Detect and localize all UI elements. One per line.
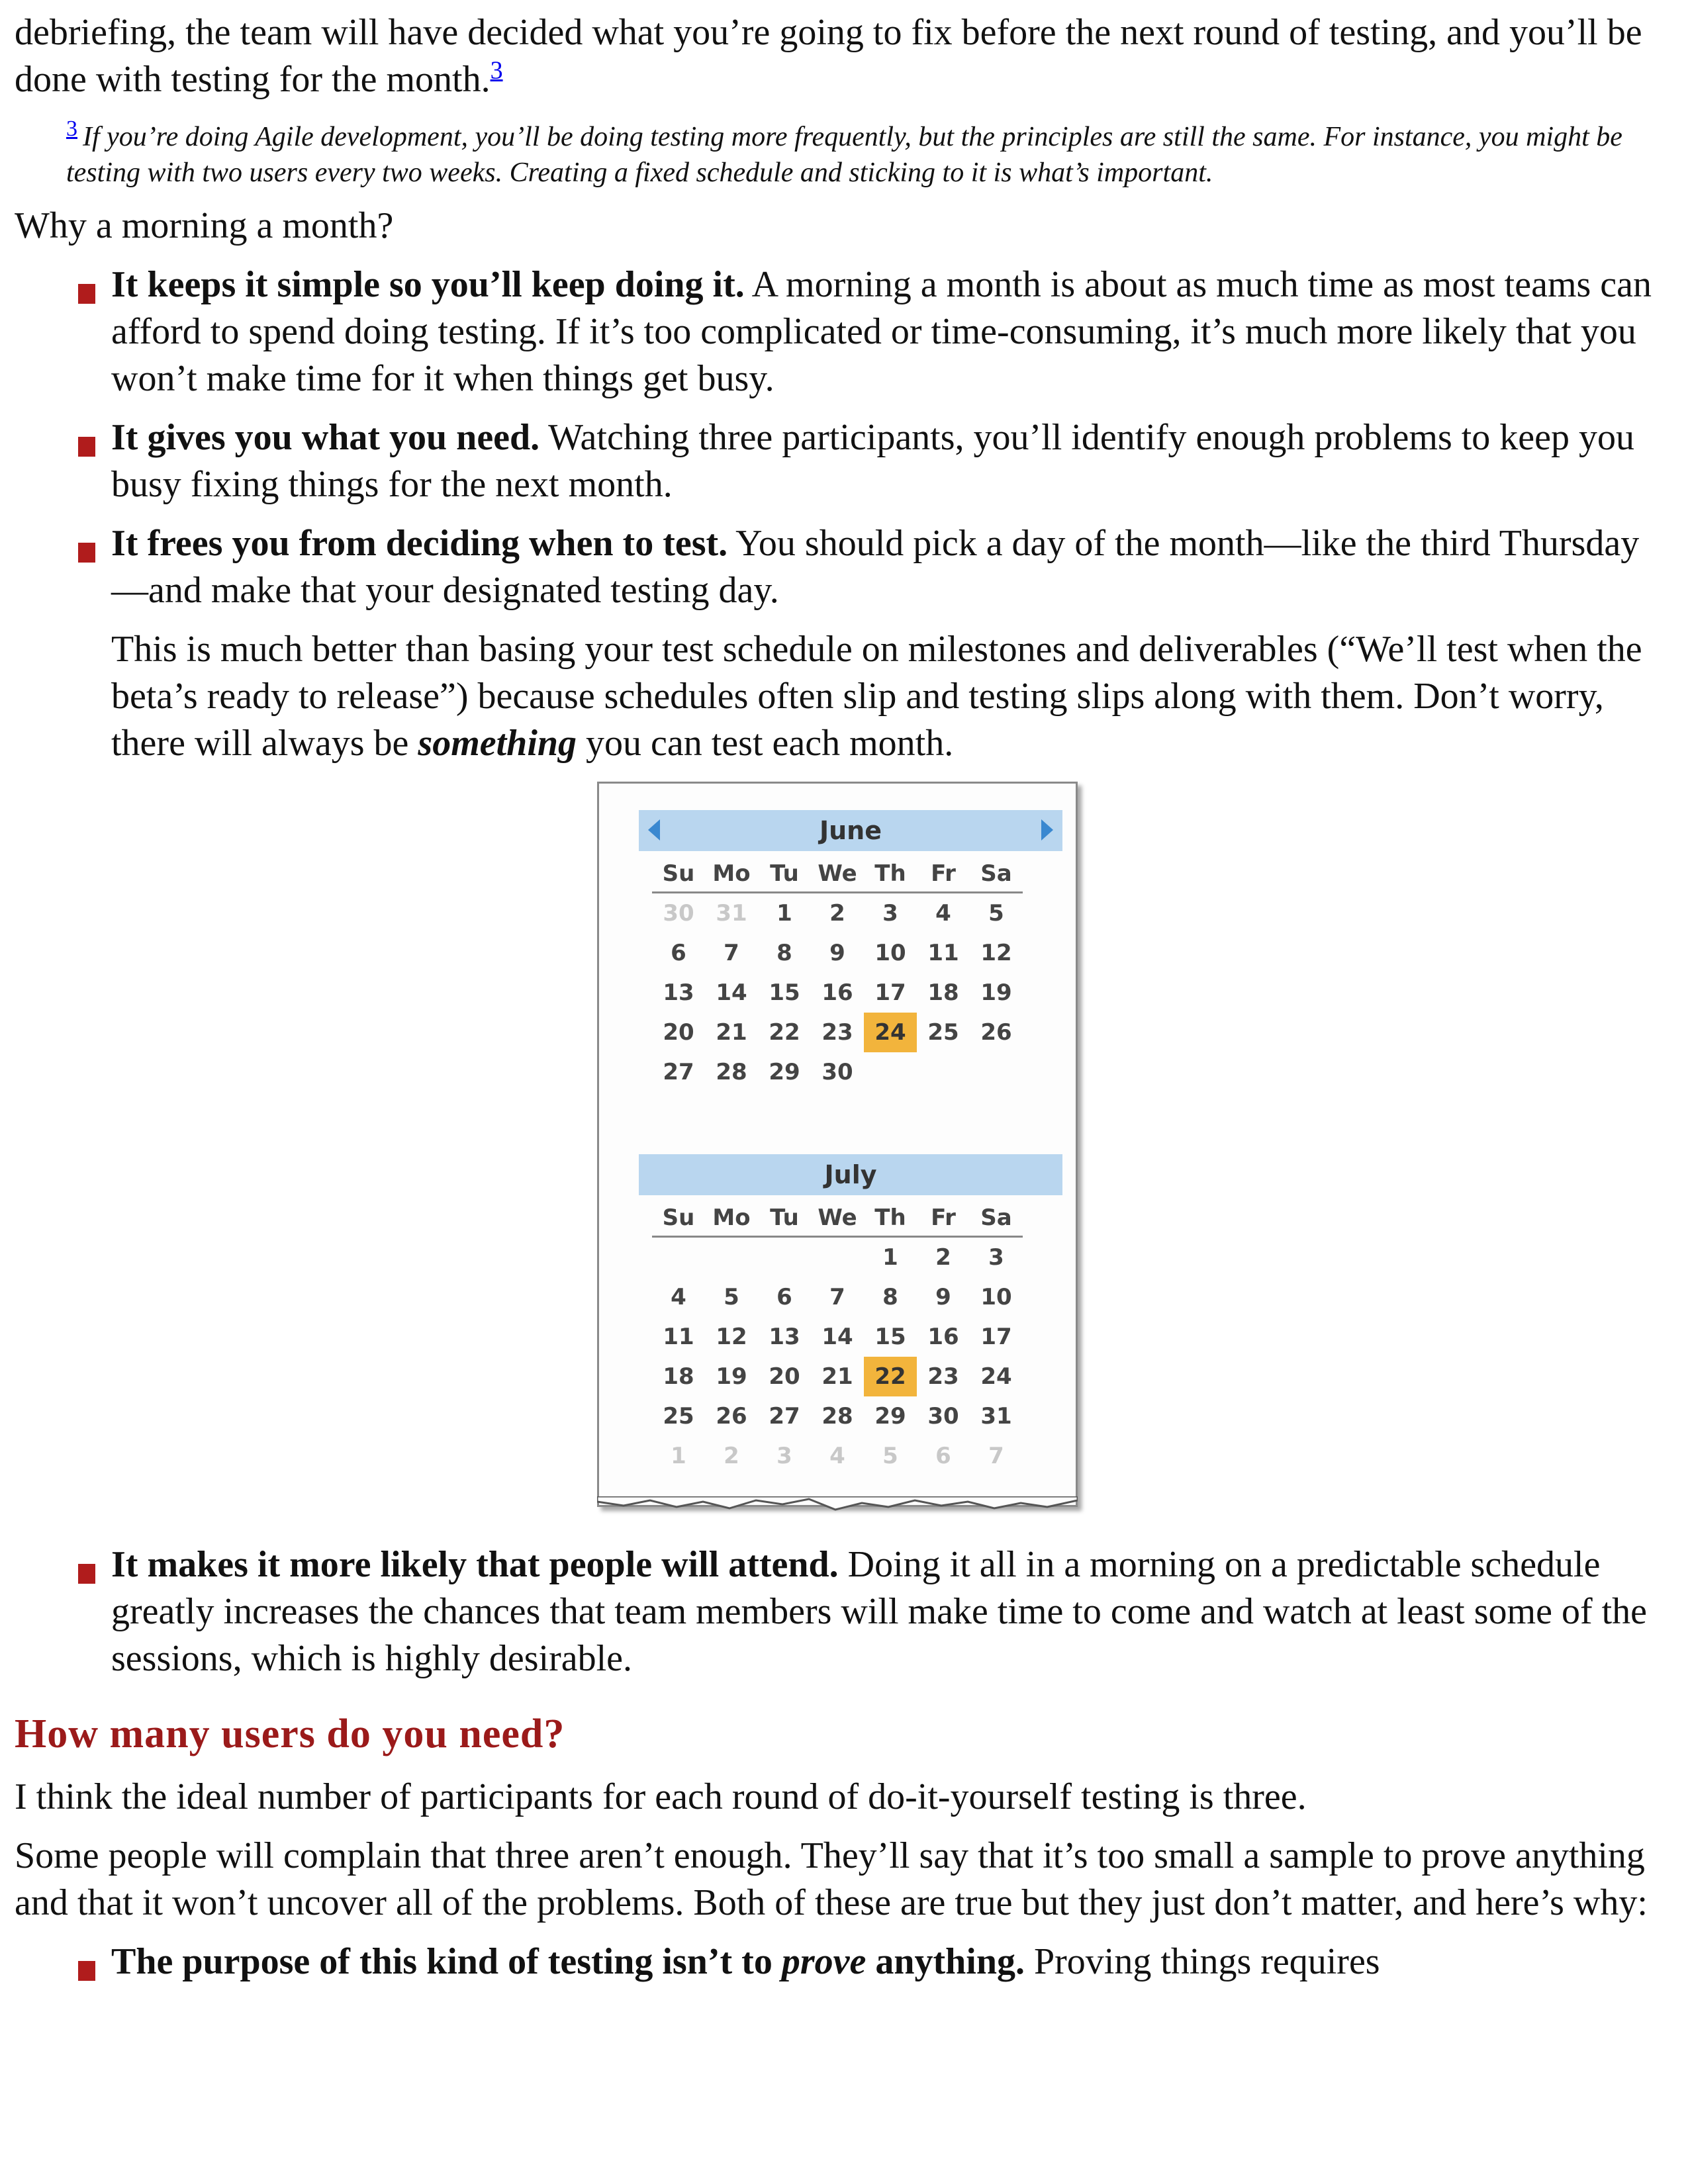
calendar-day[interactable]: 24 (980, 1363, 1012, 1390)
intro-text: debriefing, the team will have decided what you’re going to fix before the next round of testing, and you’ll be done with testing for the month. (15, 12, 1642, 100)
footnote-text: If you’re doing Agile development, you’ll be doing testing more frequently, but the principles are still the same. For instance, you might be testing with two users every two weeks. Creating a fixed schedule and sticking to it is what’s important. (66, 122, 1622, 188)
next-month-arrow-icon[interactable] (1041, 819, 1053, 841)
intro-paragraph (15, 9, 1669, 103)
list-item (15, 520, 1669, 614)
empty-cell (652, 1238, 705, 1277)
calendar-day[interactable]: 2 (724, 1443, 739, 1469)
calendar-day[interactable]: 1 (776, 900, 792, 927)
calendar-day[interactable]: 17 (980, 1324, 1012, 1350)
calendar-day[interactable]: 13 (663, 979, 694, 1006)
weekday-label: Su (652, 854, 705, 893)
schedule-text-before: This is much better than basing your test schedule on milestones and deliverables (“We’ll test when the beta’s ready to release”) because schedules often slip and testing slips along with them. Don’t worry, there will always be (111, 629, 1642, 764)
calendar-day[interactable]: 7 (829, 1284, 845, 1310)
weekday-label: Mo (705, 1198, 758, 1238)
bullet-list-b (15, 1541, 1669, 1682)
calendar-day[interactable]: 1 (671, 1443, 686, 1469)
calendar-day[interactable]: 8 (882, 1284, 898, 1310)
calendar-day[interactable]: 29 (874, 1403, 906, 1430)
weekday-label: We (811, 1198, 864, 1238)
list-item (15, 261, 1669, 402)
calendar-day[interactable]: 22 (769, 1019, 800, 1046)
calendar-day[interactable]: 23 (821, 1019, 853, 1046)
bullet-text: Doing it all in a morning on a predictable schedule greatly increases the chances that team members will make time to come and watch at least some of the sessions, which is highly desirable. (111, 1544, 1648, 1679)
bullet-lead: It gives you what you need. (111, 417, 540, 458)
bullet-lead: It frees you from deciding when to test. (111, 523, 728, 564)
bullet-list-c (15, 1938, 1669, 1985)
weekday-label: Mo (705, 854, 758, 893)
bullet-text: Proving things requires (1024, 1941, 1380, 1982)
calendar-day[interactable]: 31 (980, 1403, 1012, 1430)
schedule-paragraph (15, 626, 1669, 767)
footnote-number-link[interactable]: 3 (66, 116, 77, 141)
calendar-day[interactable]: 28 (716, 1059, 747, 1085)
calendar-day[interactable]: 14 (716, 979, 747, 1006)
calendar-day[interactable]: 31 (716, 900, 747, 927)
calendar-day[interactable]: 16 (927, 1324, 959, 1350)
paragraph-ideal-number: I think the ideal number of participants for each round of do-it-yourself testing is three. (15, 1776, 1307, 1817)
weekday-label: We (811, 854, 864, 893)
weekday-label: Fr (917, 1198, 970, 1238)
calendar-day[interactable]: 10 (980, 1284, 1012, 1310)
calendar-day[interactable]: 21 (716, 1019, 747, 1046)
calendar-day[interactable]: 18 (927, 979, 959, 1006)
july-header (639, 1154, 1062, 1195)
list-item (15, 1541, 1669, 1682)
calendar-day[interactable]: 27 (663, 1059, 694, 1085)
calendar-day[interactable]: 14 (821, 1324, 853, 1350)
calendar-day[interactable]: 13 (769, 1324, 800, 1350)
weekday-label: Th (864, 1198, 917, 1238)
calendar-day[interactable]: 22 (864, 1357, 917, 1396)
torn-edge-decoration (597, 1496, 1078, 1523)
bullet-lead-part2: anything. (866, 1941, 1025, 1982)
page (15, 9, 1669, 1985)
calendar-day[interactable]: 23 (927, 1363, 959, 1390)
calendar-day[interactable]: 30 (821, 1059, 853, 1085)
bullet-lead: It keeps it simple so you’ll keep doing it. (111, 264, 745, 305)
bullet-lead (111, 1941, 1025, 1982)
bullet-square-icon (78, 437, 95, 457)
july-title: July (824, 1160, 877, 1189)
calendar-day[interactable]: 10 (874, 940, 906, 966)
calendar-day[interactable]: 6 (935, 1443, 951, 1469)
calendar-day[interactable]: 30 (927, 1403, 959, 1430)
weekday-label: Tu (758, 1198, 811, 1238)
paragraph-complaints: Some people will complain that three aren’t enough. They’ll say that it’s too small a sample to prove anything and that it won’t uncover all of the problems. Both of these are true but they just don’t matter, and here’s why: (15, 1835, 1648, 1923)
calendar-day[interactable]: 11 (927, 940, 959, 966)
bullet-square-icon (78, 543, 95, 563)
schedule-text-after: you can test each month. (577, 723, 954, 764)
calendar-day[interactable]: 4 (671, 1284, 686, 1310)
weekday-label: Th (864, 854, 917, 893)
bullet-square-icon (78, 284, 95, 304)
calendar-day[interactable]: 9 (935, 1284, 951, 1310)
june-day-grid (652, 854, 1023, 1092)
bullet-list-a (15, 261, 1669, 614)
bullet-lead-part1: The purpose of this kind of testing isn’t to (111, 1941, 782, 1982)
calendar-day[interactable]: 19 (716, 1363, 747, 1390)
june-title: June (819, 816, 882, 845)
bullet-text: You should pick a day of the month—like the third Thursday—and make that your designated testing day. (111, 523, 1640, 611)
calendar-day[interactable]: 27 (769, 1403, 800, 1430)
calendar-day[interactable]: 30 (663, 900, 694, 927)
calendar-day[interactable]: 4 (829, 1443, 845, 1469)
weekday-label: Sa (970, 1198, 1023, 1238)
calendar-day[interactable]: 5 (724, 1284, 739, 1310)
calendar-figure (15, 782, 1669, 1529)
list-item (15, 414, 1669, 508)
calendar-day[interactable]: 4 (935, 900, 951, 927)
empty-cell (758, 1238, 811, 1277)
calendar-day[interactable]: 28 (821, 1403, 853, 1430)
weekday-label: Su (652, 1198, 705, 1238)
calendar-day[interactable]: 2 (935, 1244, 951, 1271)
bullet-lead-emphasis: prove (781, 1941, 867, 1982)
empty-cell (811, 1238, 864, 1277)
footnote-ref-link[interactable]: 3 (490, 56, 503, 85)
calendar-day[interactable]: 3 (882, 900, 898, 927)
calendar-day[interactable]: 12 (980, 940, 1012, 966)
bullet-text: A morning a month is about as much time as most teams can afford to spend doing testing. If it’s too complicated or time-consuming, it’s much more likely that you won’t make time for it when things get busy. (111, 264, 1652, 399)
calendar-day[interactable]: 5 (882, 1443, 898, 1469)
calendar-day[interactable]: 25 (927, 1019, 959, 1046)
june-header (639, 810, 1062, 851)
calendar-day[interactable]: 8 (776, 940, 792, 966)
calendar-day[interactable]: 2 (829, 900, 845, 927)
calendar-day[interactable]: 15 (874, 1324, 906, 1350)
calendar-day[interactable]: 21 (821, 1363, 853, 1390)
calendar-day[interactable]: 1 (882, 1244, 898, 1271)
weekday-label: Fr (917, 854, 970, 893)
calendar-day[interactable]: 7 (988, 1443, 1004, 1469)
calendar-day[interactable]: 12 (716, 1324, 747, 1350)
calendar-day[interactable]: 7 (724, 940, 739, 966)
footnote (66, 116, 1669, 191)
calendar-day[interactable]: 25 (663, 1403, 694, 1430)
prev-month-arrow-icon[interactable] (648, 819, 660, 841)
section-heading: How many users do you need? (15, 1711, 565, 1756)
july-day-grid (652, 1198, 1023, 1476)
calendar-day[interactable]: 15 (769, 979, 800, 1006)
question-line: Why a morning a month? (15, 205, 394, 246)
list-item (15, 1938, 1669, 1985)
calendar-day[interactable]: 5 (988, 900, 1004, 927)
calendar-day[interactable]: 26 (980, 1019, 1012, 1046)
calendar-day[interactable]: 16 (821, 979, 853, 1006)
weekday-label: Sa (970, 854, 1023, 893)
calendar-day[interactable]: 3 (988, 1244, 1004, 1271)
schedule-emphasis: something (418, 723, 577, 764)
calendar-day[interactable]: 11 (663, 1324, 694, 1350)
bullet-square-icon (78, 1961, 95, 1981)
calendar-day[interactable]: 17 (874, 979, 906, 1006)
calendar-day[interactable]: 20 (769, 1363, 800, 1390)
calendar-panel (597, 782, 1078, 1507)
calendar-day[interactable]: 3 (776, 1443, 792, 1469)
calendar-day[interactable]: 19 (980, 979, 1012, 1006)
calendar-day[interactable]: 24 (864, 1013, 917, 1052)
calendar-day[interactable]: 6 (671, 940, 686, 966)
bullet-square-icon (78, 1564, 95, 1584)
calendar-day[interactable]: 29 (769, 1059, 800, 1085)
calendar-day[interactable]: 9 (829, 940, 845, 966)
bullet-lead: It makes it more likely that people will attend. (111, 1544, 839, 1585)
calendar-day[interactable]: 26 (716, 1403, 747, 1430)
weekday-label: Tu (758, 854, 811, 893)
calendar-day[interactable]: 18 (663, 1363, 694, 1390)
bullet-text: Watching three participants, you’ll identify enough problems to keep you busy fixing things for the next month. (111, 417, 1635, 505)
calendar-day[interactable]: 6 (776, 1284, 792, 1310)
empty-cell (705, 1238, 758, 1277)
calendar-day[interactable]: 20 (663, 1019, 694, 1046)
